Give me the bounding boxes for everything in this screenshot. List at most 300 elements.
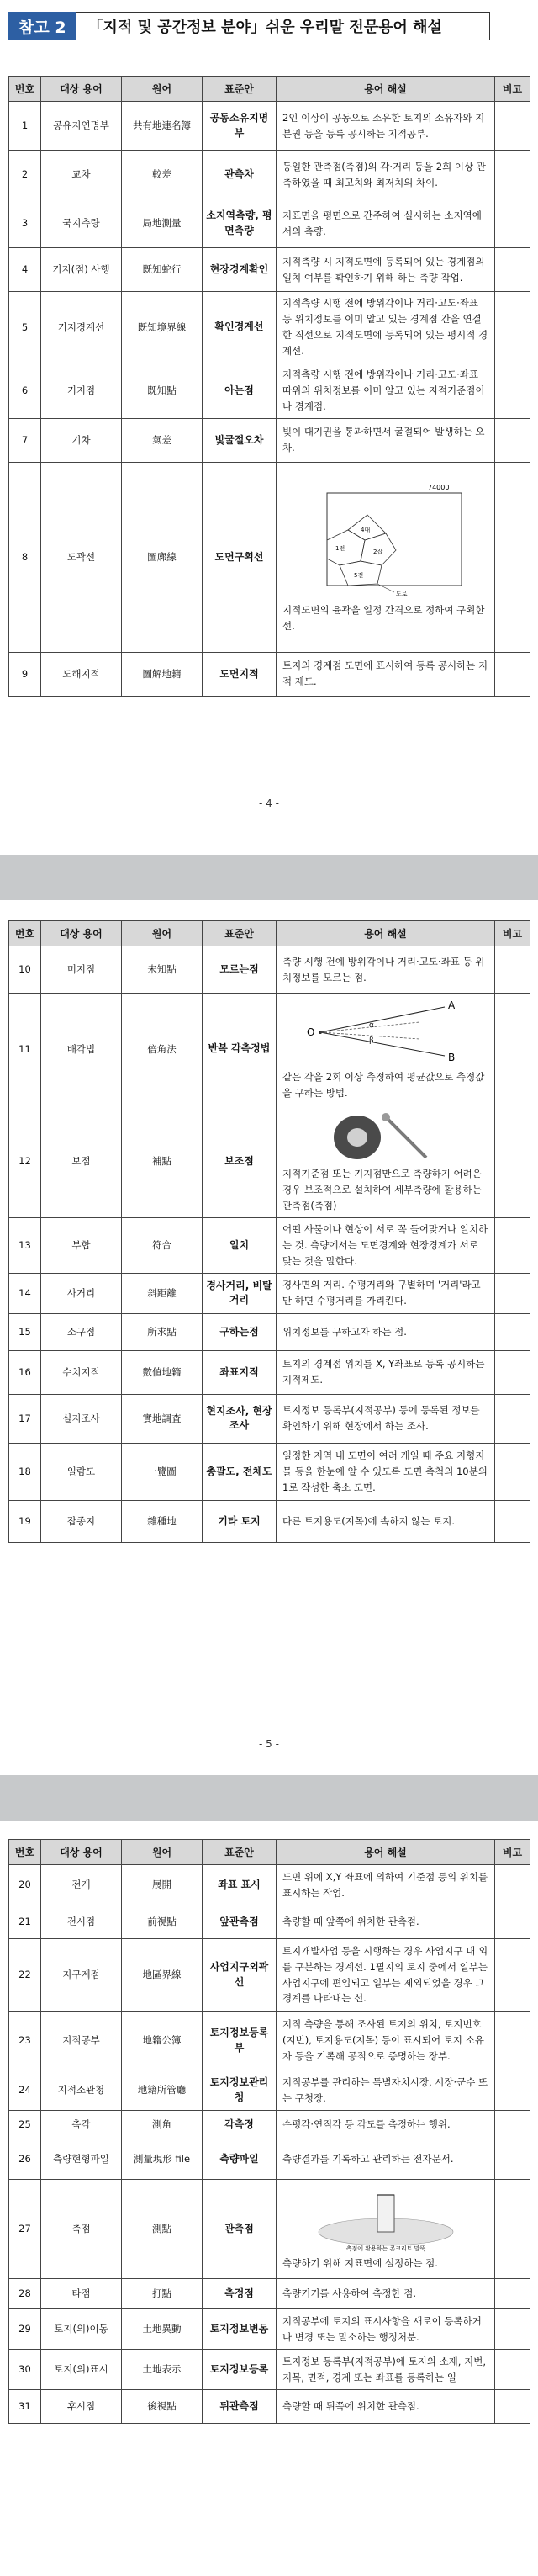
- description-text: 측량기기를 사용하여 측정한 점.: [282, 2287, 417, 2300]
- term-description: [277, 2012, 495, 2070]
- original-word: 後視點: [122, 2390, 203, 2424]
- row-number: 4: [9, 248, 41, 292]
- term-description: [277, 1217, 495, 1273]
- term-description: [277, 1394, 495, 1443]
- original-word: 未知點: [122, 946, 203, 994]
- header-note: 비고: [495, 1840, 530, 1865]
- survey-nail-figure: [327, 1110, 445, 1163]
- concrete-monument-figure: [302, 2188, 470, 2252]
- target-term: 소구점: [41, 1313, 122, 1350]
- term-description: [277, 2111, 495, 2139]
- standard-term: 공동소유지명부: [203, 102, 277, 151]
- target-term: 지적공부: [41, 2012, 122, 2070]
- header-term: 대상 용어: [41, 77, 122, 102]
- standard-term: 토지정보등록: [203, 2350, 277, 2390]
- header-desc: 용어 해설: [277, 1840, 495, 1865]
- description-text: 지적 측량을 통해 조사된 토지의 위치, 토지번호(지번), 토지용도(지목) 등이 표시되어 토지 소유자 등을 기록해 공적으로 증명하는 장부.: [282, 2018, 484, 2062]
- note-cell: [495, 292, 530, 363]
- description-text: 2인 이상이 공동으로 소유한 토지의 소유자와 지분권 등을 등록 공시하는 지적공부.: [282, 111, 485, 140]
- original-word: 較差: [122, 151, 203, 199]
- row-number: 17: [9, 1394, 41, 1443]
- row-number: 14: [9, 1273, 41, 1313]
- standard-term: 측량파일: [203, 2139, 277, 2180]
- original-word: 氣差: [122, 418, 203, 462]
- note-cell: [495, 2350, 530, 2390]
- row-number: 10: [9, 946, 41, 994]
- description-text: 지적공부에 토지의 표시사항을 새로이 등록하거나 변경 또는 말소하는 행정처분.: [282, 2314, 482, 2343]
- description-text: 토지의 경계점 도면에 표시하여 등록 공시하는 지적 제도.: [282, 660, 488, 688]
- monument-post: [377, 2195, 394, 2232]
- original-word: 測點: [122, 2180, 203, 2279]
- note-cell: [495, 1394, 530, 1443]
- row-number: 24: [9, 2070, 41, 2111]
- standard-term: 관측점: [203, 2180, 277, 2279]
- lot-c-label: 4대: [360, 527, 370, 534]
- description-text: 측량할 때 앞쪽에 위치한 관측점.: [282, 1916, 419, 1928]
- target-term: 교차: [41, 151, 122, 199]
- tape-roll-hole: [347, 1128, 367, 1147]
- original-word: 雜種地: [122, 1500, 203, 1542]
- row-number: 20: [9, 1865, 41, 1905]
- header-note: 비고: [495, 77, 530, 102]
- target-term: 부합: [41, 1217, 122, 1273]
- row-number: 28: [9, 2279, 41, 2309]
- target-term: 도곽선: [41, 462, 122, 652]
- header-term: 대상 용어: [41, 921, 122, 946]
- term-description: [277, 248, 495, 292]
- target-term: 기차: [41, 418, 122, 462]
- standard-term: 총괄도, 전체도: [203, 1443, 277, 1500]
- term-description: [277, 199, 495, 248]
- header-orig: 원어: [122, 1840, 203, 1865]
- table-row: [9, 2139, 530, 2180]
- table-row: [9, 418, 530, 462]
- target-term: 토지(의)이동: [41, 2309, 122, 2350]
- origin-label: O: [306, 1026, 314, 1038]
- page-2: [0, 900, 538, 1775]
- target-term: 기지(점) 사행: [41, 248, 122, 292]
- term-description: [277, 1273, 495, 1313]
- original-word: 圖解地籍: [122, 652, 203, 696]
- description-text: 지적측량 시 지적도면에 등록되어 있는 경계점의 일치 여부를 확인하기 위해 하는 측량 작업.: [282, 255, 485, 284]
- table-row: [9, 2309, 530, 2350]
- note-cell: [495, 2309, 530, 2350]
- term-description: [277, 1905, 495, 1939]
- row-number: 16: [9, 1350, 41, 1394]
- table-row: [9, 1313, 530, 1350]
- description-text: 같은 각을 2회 이상 측정하여 평균값으로 측정값을 구하는 방법.: [282, 1071, 485, 1099]
- table-row: [9, 1273, 530, 1313]
- target-term: 실지조사: [41, 1394, 122, 1443]
- table-row: [9, 2390, 530, 2424]
- header-note: 비고: [495, 921, 530, 946]
- note-cell: [495, 1217, 530, 1273]
- target-term: 사거리: [41, 1273, 122, 1313]
- glossary-table-2: [8, 920, 530, 1543]
- standard-term: 측정점: [203, 2279, 277, 2309]
- row-number: 30: [9, 2350, 41, 2390]
- term-description: [277, 994, 495, 1105]
- original-word: 既知境界線: [122, 292, 203, 363]
- original-word: 共有地連名簿: [122, 102, 203, 151]
- table-body: [9, 1865, 530, 2424]
- alpha-label: α: [368, 1021, 374, 1030]
- standard-term: 각측정: [203, 2111, 277, 2139]
- description-text: 지적도면의 윤곽을 일정 간격으로 정하여 구획한 선.: [282, 604, 485, 633]
- table-row: [9, 462, 530, 652]
- page-number: - 5 -: [259, 1738, 279, 1750]
- target-term: 기지점: [41, 363, 122, 418]
- description-text: 지적기준점 또는 기지점만으로 측량하기 어려운 경우 보조적으로 설치하여 세부측량에 활용하는 관측점(측점): [282, 1167, 482, 1211]
- map-sheet-figure: [302, 481, 470, 599]
- header-orig: 원어: [122, 77, 203, 102]
- table-row: [9, 1105, 530, 1217]
- term-description: [277, 1350, 495, 1394]
- note-cell: [495, 2180, 530, 2279]
- original-word: 既知蛇行: [122, 248, 203, 292]
- original-word: 土地表示: [122, 2350, 203, 2390]
- term-description: [277, 1939, 495, 2012]
- table-row: [9, 102, 530, 151]
- term-description: [277, 292, 495, 363]
- table-header-row: [9, 77, 530, 102]
- row-number: 2: [9, 151, 41, 199]
- row-number: 29: [9, 2309, 41, 2350]
- lot-d-label: 5전: [353, 572, 363, 580]
- term-description: [277, 151, 495, 199]
- nail-head: [382, 1113, 390, 1121]
- term-description: [277, 1313, 495, 1350]
- description-text: 지표면을 평면으로 간주하여 실시하는 소지역에서의 측량.: [282, 209, 482, 237]
- note-cell: [495, 1865, 530, 1905]
- survey-nail: [386, 1117, 426, 1158]
- original-word: 測量現形 file: [122, 2139, 203, 2180]
- original-word: 數値地籍: [122, 1350, 203, 1394]
- target-term: 타점: [41, 2279, 122, 2309]
- table-row: [9, 1350, 530, 1394]
- target-term: 측각: [41, 2111, 122, 2139]
- description-text: 지적측량 시행 전에 방위각이나 거리·고도·좌표 따위의 위치정보를 이미 알고 있는 지적기준점이나 경계점.: [282, 368, 485, 412]
- term-description: [277, 1105, 495, 1217]
- row-number: 1: [9, 102, 41, 151]
- term-description: [277, 2390, 495, 2424]
- row-number: 19: [9, 1500, 41, 1542]
- note-cell: [495, 2390, 530, 2424]
- target-term: 잡종지: [41, 1500, 122, 1542]
- table-body: [9, 102, 530, 697]
- term-description: [277, 2350, 495, 2390]
- note-cell: [495, 2070, 530, 2111]
- header-std: 표준안: [203, 77, 277, 102]
- table-row: [9, 2070, 530, 2111]
- table-row: [9, 1394, 530, 1443]
- table-header-row: [9, 1840, 530, 1865]
- original-word: 實地調査: [122, 1394, 203, 1443]
- standard-term: 좌표 표시: [203, 1865, 277, 1905]
- note-cell: [495, 1939, 530, 2012]
- table-row: [9, 2012, 530, 2070]
- row-number: 25: [9, 2111, 41, 2139]
- glossary-table-1: [8, 76, 530, 697]
- original-word: 展開: [122, 1865, 203, 1905]
- note-cell: [495, 1443, 530, 1500]
- target-term: 전개: [41, 1865, 122, 1905]
- note-cell: [495, 1350, 530, 1394]
- standard-term: 기타 토지: [203, 1500, 277, 1542]
- target-term: 보점: [41, 1105, 122, 1217]
- description-text: 어떤 사물이나 현상이 서로 꼭 들어맞거나 일치하는 것. 측량에서는 도면경계와 현장경계가 서로 맞는 것을 말한다.: [282, 1222, 488, 1267]
- target-term: 미지점: [41, 946, 122, 994]
- note-cell: [495, 248, 530, 292]
- original-word: 地籍公簿: [122, 2012, 203, 2070]
- table-row: [9, 1443, 530, 1500]
- note-cell: [495, 2279, 530, 2309]
- header-no: 번호: [9, 77, 41, 102]
- table-row: [9, 248, 530, 292]
- header-no: 번호: [9, 1840, 41, 1865]
- row-number: 11: [9, 994, 41, 1105]
- description-text: 토지의 경계점 위치를 X, Y좌표로 등록 공시하는 지적제도.: [282, 1358, 485, 1386]
- table-row: [9, 1217, 530, 1273]
- point-b-label: B: [447, 1052, 455, 1063]
- description-text: 도면 위에 X,Y 좌표에 의하여 기준점 등의 위치를 표시하는 작업.: [282, 1870, 488, 1899]
- target-term: 토지(의)표시: [41, 2350, 122, 2390]
- row-number: 13: [9, 1217, 41, 1273]
- title-text: 「지적 및 공간정보 분야」쉬운 우리말 전문용어 해설: [76, 12, 490, 40]
- standard-term: 구하는점: [203, 1313, 277, 1350]
- target-term: 지적소관청: [41, 2070, 122, 2111]
- target-term: 수치지적: [41, 1350, 122, 1394]
- standard-term: 좌표지적: [203, 1350, 277, 1394]
- table-row: [9, 2180, 530, 2279]
- note-cell: [495, 2139, 530, 2180]
- row-number: 8: [9, 462, 41, 652]
- row-number: 27: [9, 2180, 41, 2279]
- table-row: [9, 199, 530, 248]
- original-word: 測角: [122, 2111, 203, 2139]
- header-desc: 용어 해설: [277, 77, 495, 102]
- note-cell: [495, 462, 530, 652]
- map-coord-label: 74000: [427, 484, 449, 492]
- term-description: [277, 2309, 495, 2350]
- standard-term: 도면구획선: [203, 462, 277, 652]
- table-header-row: [9, 921, 530, 946]
- note-cell: [495, 151, 530, 199]
- standard-term: 보조점: [203, 1105, 277, 1217]
- description-text: 토지정보 등록부(지적공부) 등에 등록된 정보를 확인하기 위해 현장에서 하는 조사.: [282, 1404, 480, 1433]
- point-a-label: A: [447, 999, 455, 1011]
- standard-term: 아는점: [203, 363, 277, 418]
- note-cell: [495, 2111, 530, 2139]
- road-label: 도로: [395, 591, 408, 598]
- note-cell: [495, 418, 530, 462]
- target-term: 측량현형파일: [41, 2139, 122, 2180]
- target-term: 도해지적: [41, 652, 122, 696]
- lot-a-label: 1전: [335, 545, 345, 553]
- term-description: [277, 102, 495, 151]
- note-cell: [495, 199, 530, 248]
- description-text: 토지개발사업 등을 시행하는 경우 사업지구 내 외를 구분하는 경계선. 1필지의 토지 중에서 일부는 사업지구에 편입되고 일부는 제외되었을 경우 그 경계를 나타내는 선.: [282, 1944, 488, 2005]
- description-text: 동일한 관측점(측점)의 각·거리 등을 2회 이상 관측하였을 때 최고치와 최저치의 차이.: [282, 160, 486, 188]
- note-cell: [495, 946, 530, 994]
- note-cell: [495, 363, 530, 418]
- note-cell: [495, 1905, 530, 1939]
- glossary-table-3: [8, 1839, 530, 2424]
- original-word: 土地異動: [122, 2309, 203, 2350]
- description-text: 다른 토지용도(지목)에 속하지 않는 토지.: [282, 1514, 455, 1527]
- standard-term: 반복 각측정법: [203, 994, 277, 1105]
- table-row: [9, 363, 530, 418]
- term-description: [277, 652, 495, 696]
- note-cell: [495, 652, 530, 696]
- table-row: [9, 652, 530, 696]
- row-number: 9: [9, 652, 41, 696]
- beta-label: β: [368, 1036, 374, 1045]
- original-word: 局地測量: [122, 199, 203, 248]
- table-row: [9, 292, 530, 363]
- term-description: [277, 2139, 495, 2180]
- page-number: - 4 -: [259, 798, 279, 809]
- description-text: 수평각·연직각 등 각도를 측정하는 행위.: [282, 2118, 451, 2131]
- table-row: [9, 1905, 530, 1939]
- page-3: [0, 1821, 538, 2576]
- page-1: [0, 0, 538, 855]
- note-cell: [495, 1313, 530, 1350]
- note-cell: [495, 1500, 530, 1542]
- term-description: [277, 1500, 495, 1542]
- header-desc: 용어 해설: [277, 921, 495, 946]
- term-description: [277, 462, 495, 652]
- original-word: 地區界線: [122, 1939, 203, 2012]
- note-cell: [495, 2012, 530, 2070]
- term-description: [277, 2180, 495, 2279]
- page-separator: [0, 855, 538, 900]
- target-term: 공유지연명부: [41, 102, 122, 151]
- note-cell: [495, 1105, 530, 1217]
- original-word: 打點: [122, 2279, 203, 2309]
- description-text: 경사면의 거리. 수평거리와 구별하며 '거리'라고만 하면 수평거리를 가리킨다.: [282, 1279, 481, 1307]
- standard-term: 토지정보변동: [203, 2309, 277, 2350]
- note-cell: [495, 102, 530, 151]
- target-term: 국지측량: [41, 199, 122, 248]
- description-text: 지적측량 시행 전에 방위각이나 거리·고도·좌표 등 위치정보를 이미 알고 있는 경계점 간을 연결한 직선으로 지적도면에 등록되어 있는 평시적 경계선.: [282, 297, 488, 357]
- term-description: [277, 418, 495, 462]
- ray-a: [320, 1007, 445, 1032]
- row-number: 26: [9, 2139, 41, 2180]
- row-number: 3: [9, 199, 41, 248]
- target-term: 전시점: [41, 1905, 122, 1939]
- parcel-lot-a: [327, 530, 365, 565]
- original-word: 斜距離: [122, 1273, 203, 1313]
- header-no: 번호: [9, 921, 41, 946]
- table-row: [9, 2350, 530, 2390]
- original-word: 所求點: [122, 1313, 203, 1350]
- row-number: 23: [9, 2012, 41, 2070]
- standard-term: 토지정보관리청: [203, 2070, 277, 2111]
- header-term: 대상 용어: [41, 1840, 122, 1865]
- standard-term: 앞관측점: [203, 1905, 277, 1939]
- table-row: [9, 1500, 530, 1542]
- standard-term: 모르는점: [203, 946, 277, 994]
- description-text: 지적공부를 관리하는 특별자치시장, 시장·군수 또는 구청장.: [282, 2075, 488, 2104]
- standard-term: 소지역측량, 평면측량: [203, 199, 277, 248]
- standard-term: 빛굴절오차: [203, 418, 277, 462]
- standard-term: 뒤관측점: [203, 2390, 277, 2424]
- header-orig: 원어: [122, 921, 203, 946]
- note-cell: [495, 1273, 530, 1313]
- original-word: 倍角法: [122, 994, 203, 1105]
- target-term: 기지경계선: [41, 292, 122, 363]
- target-term: 배각법: [41, 994, 122, 1105]
- original-word: 符合: [122, 1217, 203, 1273]
- lot-b-label: 2잡: [372, 549, 382, 556]
- table-row: [9, 994, 530, 1105]
- standard-term: 사업지구외곽선: [203, 1939, 277, 2012]
- target-term: 측점: [41, 2180, 122, 2279]
- target-term: 일람도: [41, 1443, 122, 1500]
- standard-term: 경사거리, 비탈거리: [203, 1273, 277, 1313]
- repeated-angle-figure: [302, 999, 470, 1066]
- document-title: [8, 12, 490, 40]
- table-row: [9, 1865, 530, 1905]
- term-description: [277, 2279, 495, 2309]
- description-text: 일정한 지역 내 도면이 여러 개일 때 주요 지형지물 등을 한눈에 알 수 있도록 도면 축척의 10분의 1로 작성한 축소 도면.: [282, 1449, 488, 1493]
- original-word: 一覽圖: [122, 1443, 203, 1500]
- row-number: 21: [9, 1905, 41, 1939]
- description-text: 토지정보 등록부(지적공부)에 토지의 소재, 지번, 지목, 면적, 경계 또는 좌표를 등록하는 일: [282, 2355, 486, 2383]
- monument-caption: 측점에 활용하는 콘크리트 말뚝: [345, 2245, 425, 2253]
- term-description: [277, 946, 495, 994]
- description-text: 측량결과를 기록하고 관리하는 전자문서.: [282, 2153, 454, 2165]
- description-text: 빛이 대기권을 통과하면서 굴절되어 발생하는 오차.: [282, 426, 485, 454]
- table-row: [9, 946, 530, 994]
- header-std: 표준안: [203, 1840, 277, 1865]
- standard-term: 확인경계선: [203, 292, 277, 363]
- title-badge: 참고 2: [8, 12, 76, 40]
- table-row: [9, 151, 530, 199]
- standard-term: 현지조사, 현장조사: [203, 1394, 277, 1443]
- row-number: 31: [9, 2390, 41, 2424]
- standard-term: 도면지적: [203, 652, 277, 696]
- table-body: [9, 946, 530, 1543]
- row-number: 12: [9, 1105, 41, 1217]
- row-number: 6: [9, 363, 41, 418]
- row-number: 18: [9, 1443, 41, 1500]
- note-cell: [495, 994, 530, 1105]
- term-description: [277, 363, 495, 418]
- target-term: 후시점: [41, 2390, 122, 2424]
- term-description: [277, 1865, 495, 1905]
- original-word: 前視點: [122, 1905, 203, 1939]
- term-description: [277, 1443, 495, 1500]
- page-separator: [0, 1775, 538, 1821]
- description-text: 위치정보를 구하고자 하는 점.: [282, 1325, 407, 1338]
- row-number: 7: [9, 418, 41, 462]
- standard-term: 현장경계확인: [203, 248, 277, 292]
- original-word: 地籍所管廳: [122, 2070, 203, 2111]
- row-number: 5: [9, 292, 41, 363]
- original-word: 補點: [122, 1105, 203, 1217]
- original-word: 既知點: [122, 363, 203, 418]
- ray-b: [320, 1032, 445, 1056]
- original-word: 圖廓線: [122, 462, 203, 652]
- table-row: [9, 1939, 530, 2012]
- standard-term: 토지정보등록부: [203, 2012, 277, 2070]
- row-number: 22: [9, 1939, 41, 2012]
- standard-term: 일치: [203, 1217, 277, 1273]
- map-sheet-outline: [327, 493, 462, 586]
- row-number: 15: [9, 1313, 41, 1350]
